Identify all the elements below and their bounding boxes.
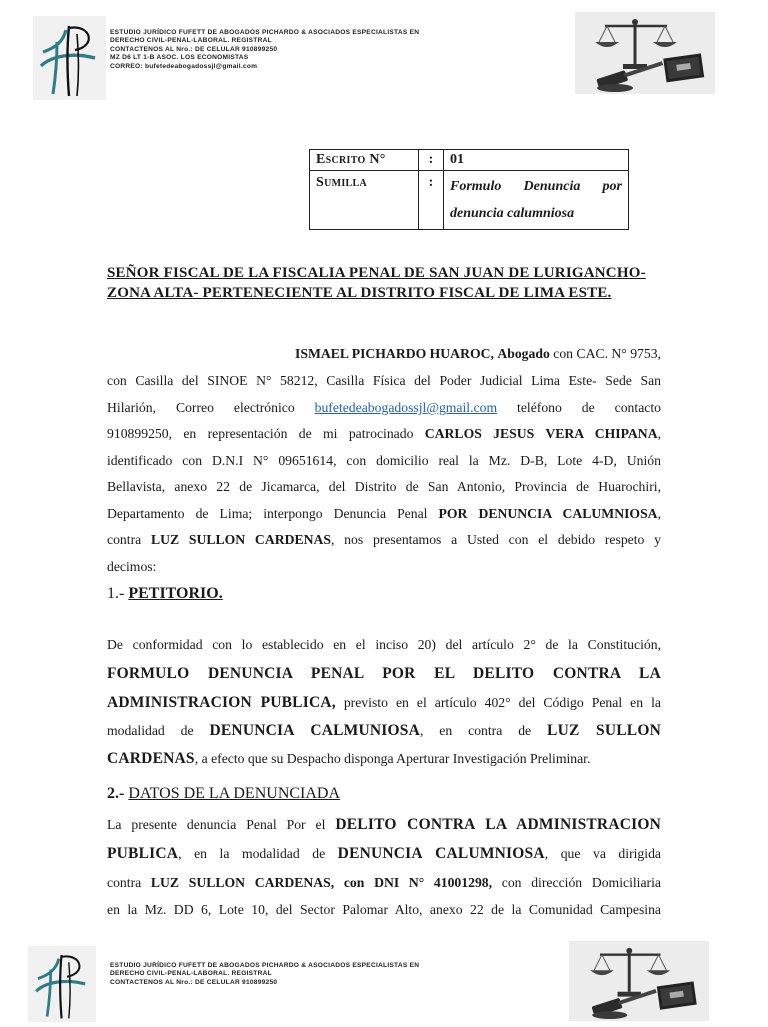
text-fragment: , bbox=[657, 506, 661, 521]
footer-line: CONTACTENOS AL Nro.: DE CELULAR 910899250 bbox=[110, 978, 278, 986]
lawyer-title: Abogado bbox=[497, 346, 550, 361]
datos-line bbox=[107, 844, 661, 864]
datos-line bbox=[107, 873, 661, 893]
escrito-row-number bbox=[310, 150, 629, 171]
intro-line bbox=[241, 344, 661, 364]
text-fragment: modalidad de bbox=[107, 723, 210, 738]
text-fragment: 910899250, en representación de mi patrocinado bbox=[107, 426, 425, 441]
petitorio-line bbox=[107, 721, 661, 741]
text-fragment: , bbox=[657, 426, 661, 441]
intro-line: identificado con D.N.I N° 09651614, con domicilio real la Mz. D-B, Lote 4-D, Unión bbox=[107, 453, 661, 468]
text-fragment: contra bbox=[107, 875, 151, 890]
header-line: MZ D6 LT 1-B ASOC. LOS ECONOMISTAS bbox=[110, 54, 249, 62]
header-justice-image bbox=[575, 12, 715, 94]
intro-line bbox=[107, 398, 661, 418]
fp-monogram-icon bbox=[33, 16, 106, 100]
client-name: CARLOS JESUS VERA CHIPANA bbox=[424, 426, 658, 441]
sumilla-label-text: Sumilla bbox=[316, 175, 367, 190]
scales-of-justice-icon bbox=[575, 12, 715, 94]
escrito-label bbox=[310, 150, 419, 171]
accused-name: LUZ SULLON bbox=[547, 722, 661, 739]
escrito-row-sumilla bbox=[310, 171, 629, 230]
section-heading-datos bbox=[107, 785, 340, 803]
text-fragment: , en contra de bbox=[419, 723, 548, 738]
petitorio-line: De conformidad con lo establecido en el inciso 20) del artículo 2° de la Constitución, bbox=[107, 637, 661, 652]
sumilla-value bbox=[444, 171, 629, 230]
intro-line: Bellavista, anexo 22 de Jicamarca, del Distrito de San Antonio, Provincia de Huarochiri, bbox=[107, 479, 661, 494]
text-fragment: teléfono de contacto bbox=[497, 400, 661, 415]
lawyer-name: ISMAEL PICHARDO HUAROC, bbox=[295, 346, 494, 361]
accused-name: CARDENAS bbox=[107, 750, 195, 767]
intro-line: decimos: bbox=[107, 559, 157, 574]
petitorio-line bbox=[107, 693, 661, 713]
addressee-title bbox=[107, 263, 662, 303]
sumilla-line: denuncia calumniosa bbox=[450, 206, 575, 221]
section-number: 2.- bbox=[107, 785, 129, 802]
colon: : bbox=[419, 150, 444, 171]
text-fragment: La presente denuncia Penal Por el bbox=[107, 817, 336, 832]
intro-line: con Casilla del SINOE N° 58212, Casilla Física del Poder Judicial Lima Este- Sede San bbox=[107, 373, 661, 388]
text-fragment: Departamento de Lima; interpongo Denuncia Penal bbox=[107, 506, 439, 521]
text-fragment: , a efecto que su Despacho disponga Aperturar Investigación Preliminar. bbox=[194, 751, 591, 766]
footer-line: DERECHO CIVIL-PENAL-LABORAL. REGISTRAL bbox=[110, 970, 272, 978]
section-heading-petitorio bbox=[107, 585, 223, 603]
accused-name: LUZ SULLON CARDENAS bbox=[150, 532, 331, 547]
sumilla-line: Formulo Denuncia por bbox=[450, 179, 622, 194]
colon: : bbox=[419, 171, 444, 230]
header-line: DERECHO CIVIL-PENAL-LABORAL. REGISTRAL bbox=[110, 37, 272, 45]
intro-line bbox=[107, 504, 661, 524]
section-title: DATOS DE LA DENUNCIADA bbox=[128, 785, 341, 802]
offense-name: DENUNCIA CALUMNIOSA bbox=[337, 845, 545, 862]
text-fragment: , en la modalidad de bbox=[178, 846, 338, 861]
offense-name: PUBLICA bbox=[107, 845, 179, 862]
accused-identification: LUZ SULLON CARDENAS, con DNI N° 41001298, bbox=[150, 875, 493, 890]
offense-name: DELITO CONTRA LA ADMINISTRACION bbox=[335, 816, 661, 833]
scales-of-justice-icon bbox=[569, 941, 709, 1021]
title-line: SEÑOR FISCAL DE LA FISCALIA PENAL DE SAN JUAN DE LURIGANCHO- bbox=[107, 265, 646, 281]
petitorio-line: FORMULO DENUNCIA PENAL POR EL DELITO CONTRA LA bbox=[107, 665, 661, 682]
text-fragment: con dirección Domiciliaria bbox=[492, 875, 661, 890]
footer-firm-info bbox=[110, 962, 419, 987]
header-logo bbox=[33, 16, 106, 100]
text-fragment: previsto en el artículo 402° del Código Penal en la bbox=[335, 695, 661, 710]
text-fragment: contra bbox=[107, 532, 151, 547]
footer-line: ESTUDIO JURÍDICO FUFETT DE ABOGADOS PICHARDO & ASOCIADOS ESPECIALISTAS EN bbox=[110, 962, 420, 969]
sumilla-label bbox=[310, 171, 419, 230]
fp-monogram-icon bbox=[28, 946, 96, 1022]
offense-name: ADMINISTRACION PUBLICA, bbox=[107, 694, 336, 711]
datos-line: en la Mz. DD 6, Lote 10, del Sector Palomar Alto, anexo 22 de la Comunidad Campesina bbox=[107, 902, 661, 917]
intro-line bbox=[107, 530, 661, 550]
email-link[interactable]: bufetedeabogadossjl@gmail.com bbox=[314, 400, 498, 415]
section-number: 1.- bbox=[107, 585, 129, 602]
header-firm-info bbox=[110, 29, 419, 71]
intro-line bbox=[107, 424, 661, 444]
text-fragment: Hilarión, Correo electrónico bbox=[107, 400, 315, 415]
petitorio-line bbox=[107, 749, 661, 769]
footer-logo bbox=[28, 946, 96, 1022]
escrito-number-value: 01 bbox=[444, 150, 629, 171]
escrito-table bbox=[309, 149, 629, 230]
title-line: ZONA ALTA- PERTENECIENTE AL DISTRITO FISCAL DE LIMA ESTE. bbox=[107, 285, 612, 301]
text-fragment: , que va dirigida bbox=[544, 846, 661, 861]
text-fragment: , nos presentamos a Usted con el debido respeto y bbox=[330, 532, 661, 547]
header-line: CORREO: bufetedeabogadossjl@gmail.com bbox=[110, 62, 258, 70]
header-line: CONTACTENOS AL Nro.: DE CELULAR 910899250 bbox=[110, 45, 278, 53]
offense-name: POR DENUNCIA CALUMNIOSA bbox=[438, 506, 658, 521]
offense-name: DENUNCIA CALMUNIOSA bbox=[209, 722, 420, 739]
text-fragment: con CAC. N° 9753, bbox=[549, 346, 661, 361]
footer-justice-image bbox=[569, 941, 709, 1021]
header-line: ESTUDIO JURÍDICO FUFETT DE ABOGADOS PICHARDO & ASOCIADOS ESPECIALISTAS EN bbox=[110, 29, 420, 36]
section-title: PETITORIO. bbox=[128, 585, 223, 602]
escrito-label-text: Escrito N° bbox=[316, 152, 386, 167]
datos-line bbox=[107, 815, 661, 835]
